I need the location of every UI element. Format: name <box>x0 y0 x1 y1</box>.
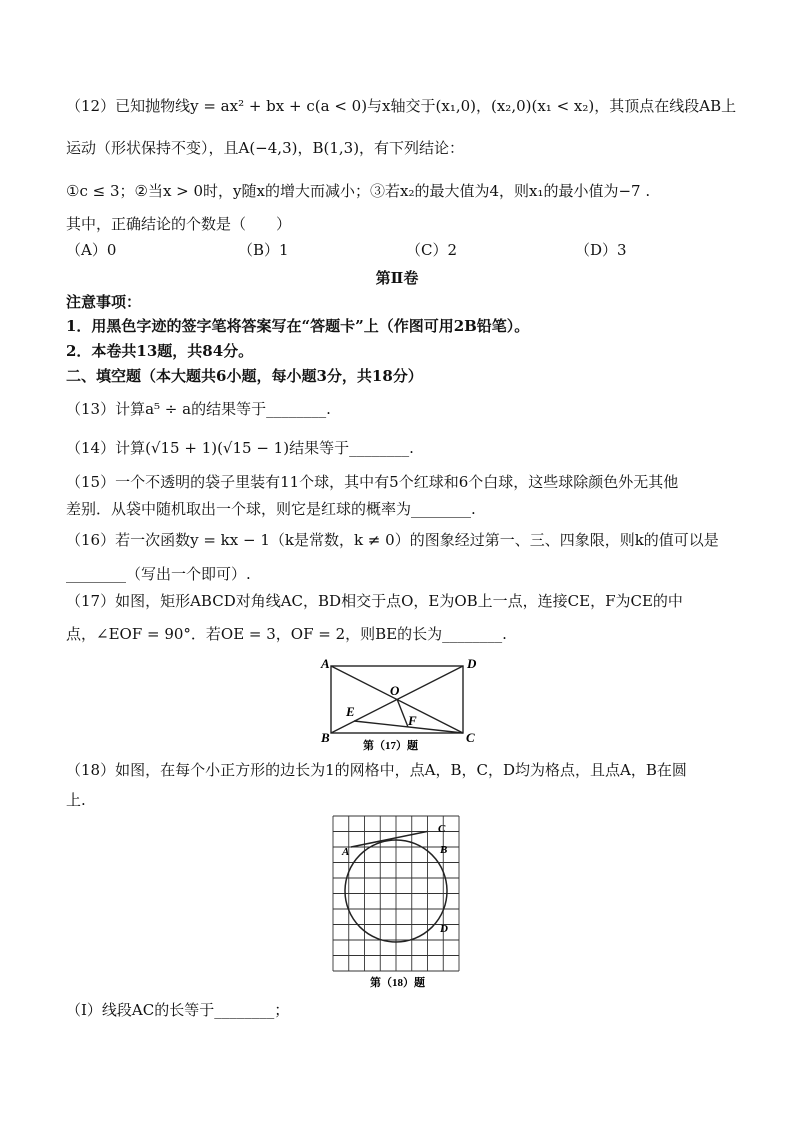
q18-line1: （18）如图，在每个小正方形的边长为1的网格中，点A，B，C，D均为格点，且点A，B在圆 <box>66 761 687 779</box>
q18-line2: 上. <box>66 791 86 809</box>
figure-18 <box>330 813 462 991</box>
q17-line2: 点，∠EOF = 90°．若OE = 3，OF = 2，则BE的长为________. <box>66 625 507 643</box>
label-b: B <box>440 844 448 856</box>
q12-line3: ①c ≤ 3；②当x > 0时，y随x的增大而减小；③若x₂的最大值为4，则x₁的最小值为−7 . <box>66 182 651 200</box>
label-d: D <box>467 656 477 671</box>
figure-17-caption: 第（17）题 <box>363 740 418 752</box>
notes-title: 注意事项： <box>66 293 142 311</box>
q15-line1: （15）一个不透明的袋子里装有11个球，其中有5个红球和6个白球，这些球除颜色外无其他 <box>66 473 679 491</box>
label-a: A <box>321 656 330 671</box>
label-a: A <box>342 846 350 858</box>
q12-line1: （12）已知抛物线y = ax² + bx + c(a < 0)与x轴交于(x₁,0)，(x₂,0)(x₁ < x₂)，其顶点在线段AB上 <box>66 97 737 115</box>
part-title: 二、填空题（本大题共6小题，每小题3分，共18分） <box>66 367 423 385</box>
choice-d: （D）3 <box>575 241 627 259</box>
note-2: 2．本卷共13题，共84分。 <box>66 342 254 360</box>
choice-a: （A）0 <box>66 241 117 259</box>
q14: （14）计算(√15 + 1)(√15 − 1)结果等于________. <box>66 439 414 457</box>
label-f: F <box>408 713 417 728</box>
q12-line4: 其中，正确结论的个数是（ ） <box>66 215 292 233</box>
figure-17 <box>318 654 478 754</box>
choice-c: （C）2 <box>406 241 458 259</box>
q17-line1: （17）如图，矩形ABCD对角线AC，BD相交于点O，E为OB上一点，连接CE，F为CE的中 <box>66 592 683 610</box>
note-1: 1．用黑色字迹的签字笔将答案写在“答题卡”上（作图可用2B铅笔）。 <box>66 317 530 335</box>
label-e: E <box>346 704 355 719</box>
label-o: O <box>390 683 400 698</box>
q13: （13）计算a⁵ ÷ a的结果等于________. <box>66 400 331 418</box>
q16-line1: （16）若一次函数y = kx − 1（k是常数，k ≠ 0）的图象经过第一、三、四象限，则k的值可以是 <box>66 531 719 549</box>
section-title: 第Ⅱ卷 <box>375 269 419 287</box>
label-b: B <box>321 730 330 745</box>
q15-line2: 差别．从袋中随机取出一个球，则它是红球的概率为________. <box>66 500 476 518</box>
label-d: D <box>440 923 448 935</box>
q12-line2: 运动（形状保持不变），且A(−4,3)，B(1,3)，有下列结论： <box>66 139 465 157</box>
q16-line2: ________（写出一个即可）. <box>66 565 251 583</box>
q18-part1: （Ⅰ）线段AC的长等于________； <box>66 1001 290 1019</box>
choice-b: （B）1 <box>238 241 289 259</box>
label-c: C <box>466 730 475 745</box>
label-c: C <box>438 823 446 835</box>
segment-of <box>397 699 408 727</box>
figure-18-caption: 第（18）题 <box>370 977 425 989</box>
